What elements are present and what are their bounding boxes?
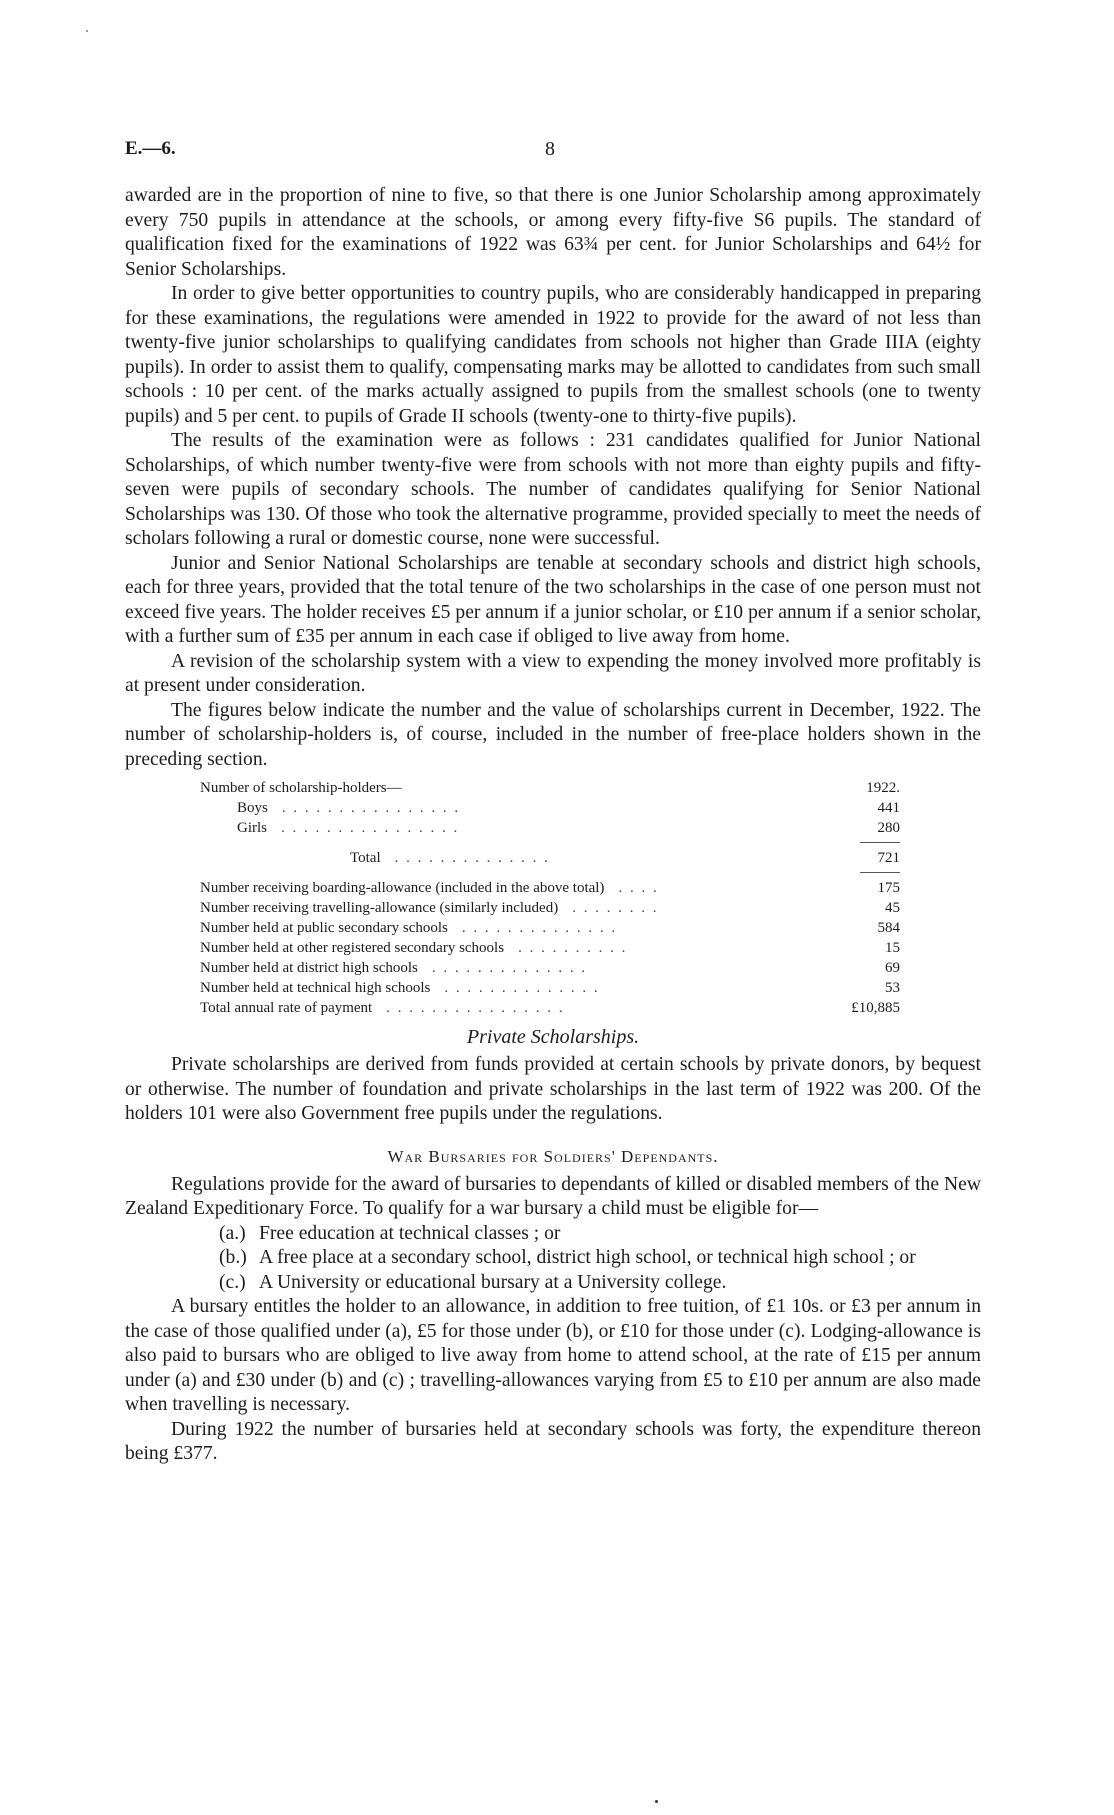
list-text: Free education at technical classes ; or (259, 1222, 561, 1244)
row-label: Total annual rate of payment (200, 1000, 373, 1016)
row-label: Number receiving travelling-allowance (similarly included) (200, 900, 559, 916)
paragraph-tenure: Junior and Senior National Scholarships are tenable at secondary schools and district high schools, each for three years, provided that the total tenure of the two scholarships in the case of one person must not exceed five years. The holder receives £5 per annum if a junior scholar, or £10 per annum if a senior scholar, with a further sum of £35 per annum in each case if obliged to live away from home. (125, 552, 981, 647)
sum-rule (860, 842, 900, 844)
row-label: Number held at other registered secondary schools (200, 940, 505, 956)
total-rule (860, 872, 900, 874)
scholarship-statistics-table (200, 778, 900, 1018)
row-label: Number held at public secondary schools (200, 920, 448, 936)
paragraph-results: The results of the examination were as follows : 231 candidates qualified for Junior National Scholarships, of which number twenty-five were from schools with not more than eighty pupils and fifty-seven were pupils of secondary schools. The number of candidates qualifying for Senior National Scholarships was 130. Of those who took the alternative programme, provided specially to meet the needs of scholars following a rural or domestic course, none were successful. (125, 430, 981, 549)
bursary-expenditure-paragraph: During 1922 the number of bursaries held at secondary schools was forty, the expenditure thereon being £377. (125, 1418, 981, 1464)
list-text: A free place at a secondary school, district high school, or technical high school ; or (259, 1247, 916, 1268)
list-item (125, 1271, 981, 1296)
private-scholarships-heading: Private Scholarships. (466, 1026, 640, 1048)
table-row-total: Total . . . . . . . . . . . . . . 721 (200, 848, 900, 868)
stats-heading: Number of scholarship-holders— (200, 780, 402, 796)
list-text: A University or educational bursary at a University college. (259, 1271, 727, 1293)
table-row: Girls . . . . . . . . . . . . . . . . 280 (200, 818, 900, 838)
row-value: 721 (877, 850, 900, 866)
war-bursaries-intro: Regulations provide for the award of bursaries to dependants of killed or disabled members of the New Zealand Expeditionary Force. To qualify for a war bursary a child must be eligible for— (125, 1173, 981, 1219)
war-bursaries-heading: War Bursaries for Soldiers' Dependants. (387, 1146, 719, 1166)
table-row: Total annual rate of payment . . . . . . . . . . . . . . . . £10,885 (200, 1000, 900, 1016)
table-row: Number held at public secondary schools . . . . . . . . . . . . . . 584 (200, 920, 900, 936)
document-reference: E.—6. (125, 138, 176, 159)
paragraph-continuation: awarded are in the proportion of nine to five, so that there is one Junior Scholarship among approximately every 750 pupils in attendance at the schools, or among every fifty-five S6 pupils. The standard of qualification fixed for the examinations of 1922 was 63¾ per cent. for Junior Scholarships and 64½ for Senior Scholarships. (125, 185, 981, 280)
private-scholarships-paragraph: Private scholarships are derived from funds provided at certain schools by private donors, by bequest or otherwise. The number of foundation and private scholarships in the last term of 1922 was 200. Of the holders 101 were also Government free pupils under the regulations. (125, 1054, 981, 1124)
paragraph-country-pupils: In order to give better opportunities to country pupils, who are considerably handicapped in preparing for these examinations, the regulations were amended in 1922 to provide for the award of not less than twenty-five junior scholarships to qualifying candidates from schools not higher than Grade IIIA (eighty pupils). In order to assist them to qualify, compensating marks may be allotted to candidates from such small schools : 10 per cent. of the marks actually assigned to pupils from the smallest schools (one to twenty pupils) and 5 per cent. to pupils of Grade II schools (twenty-one to thirty-five pupils). (125, 283, 981, 427)
row-label: Girls (237, 820, 267, 836)
row-label: Boys (237, 800, 268, 816)
row-value: 175 (877, 880, 900, 896)
row-value: 584 (877, 920, 900, 936)
row-value: £10,885 (851, 1000, 900, 1016)
row-label: Total (350, 850, 381, 866)
stats-heading-row (200, 778, 900, 798)
table-row: Number held at technical high schools . . . . . . . . . . . . . . 53 (200, 980, 900, 996)
list-marker: (c.) (219, 1271, 246, 1293)
row-value: 15 (885, 940, 900, 956)
paragraph-figures-intro: The figures below indicate the number and the value of scholarships current in December, 1922. The number of scholarship-holders is, of course, included in the number of free-place holders shown in the preceding section. (125, 699, 981, 770)
stats-year: 1922. (866, 780, 900, 796)
row-value: 45 (885, 900, 900, 916)
paragraph-revision: A revision of the scholarship system with a view to expending the money involved more profitably is at present under consideration. (125, 650, 981, 696)
scan-speck (86, 30, 88, 32)
list-item (125, 1222, 981, 1247)
list-marker: (a.) (219, 1222, 246, 1244)
row-label: Number receiving boarding-allowance (included in the above total) (200, 880, 605, 896)
table-row: Boys . . . . . . . . . . . . . . . . 441 (200, 798, 900, 818)
scan-dot (655, 1800, 658, 1803)
list-item (125, 1246, 981, 1271)
table-row: Number held at district high schools . . . . . . . . . . . . . . 69 (200, 960, 900, 976)
bursary-allowance-paragraph: A bursary entitles the holder to an allowance, in addition to free tuition, of £1 10s. or £3 per annum in the case of those qualified under (a), £5 for those under (b), or £10 for those under (c). Lodging-allowance is also paid to bursars who are obliged to live away from home to attend school, at the rate of £15 per annum under (a) and £30 under (b) and (c) ; travelling-allowances varying from £5 to £10 per annum are also made when travelling is necessary. (125, 1296, 981, 1415)
page-number: 8 (545, 138, 555, 160)
table-row: Number receiving travelling-allowance (similarly included) . . . . . . . . 45 (200, 900, 900, 916)
row-label: Number held at district high schools (200, 960, 418, 976)
row-value: 280 (877, 820, 900, 836)
list-marker: (b.) (219, 1247, 247, 1268)
row-value: 441 (877, 800, 900, 816)
table-row: Number receiving boarding-allowance (included in the above total) . . . . 175 (200, 880, 900, 896)
table-row: Number held at other registered secondary schools . . . . . . . . . . 15 (200, 940, 900, 956)
body-text (125, 184, 981, 1467)
row-value: 53 (885, 980, 900, 996)
row-value: 69 (885, 960, 900, 976)
row-label: Number held at technical high schools (200, 980, 431, 996)
